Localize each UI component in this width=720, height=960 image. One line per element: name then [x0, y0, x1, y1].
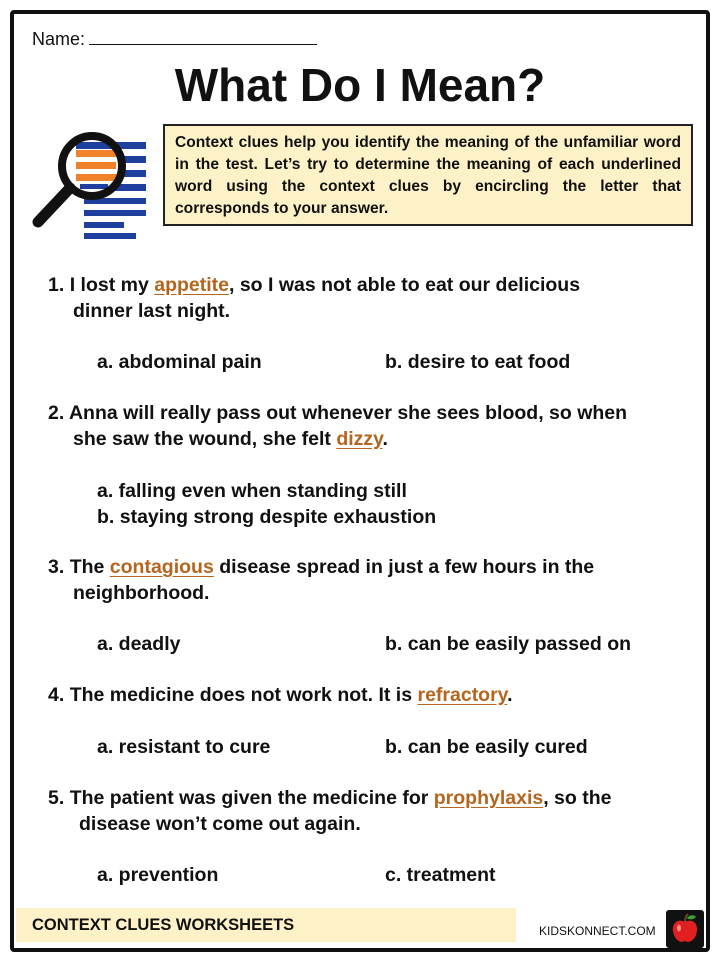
footer-label: CONTEXT CLUES WORKSHEETS — [32, 916, 295, 934]
page-title: What Do I Mean? — [174, 59, 546, 111]
question-text-line2: disease won’t come out again. — [79, 813, 361, 835]
keyword-appetite: appetite — [154, 274, 229, 296]
question-5 — [48, 785, 611, 837]
question-text: disease spread in just a few hours in the — [219, 556, 595, 578]
option-a[interactable]: a. falling even when standing still — [97, 480, 407, 502]
question-text: Anna will really pass out whenever she sees blood, so when — [68, 402, 628, 424]
question-1 — [48, 272, 580, 324]
option-a[interactable]: a. resistant to cure — [97, 736, 271, 758]
question-text: . — [382, 428, 388, 450]
question-number: 3. — [48, 556, 65, 578]
option-a[interactable]: a. abdominal pain — [97, 351, 262, 373]
option-c[interactable]: c. treatment — [385, 864, 496, 886]
question-text: The patient was given the medicine for — [69, 787, 429, 809]
question-text: The — [69, 556, 105, 578]
keyword-prophylaxis: prophylaxis — [433, 787, 544, 809]
question-text-line2: she saw the wound, she felt — [73, 428, 331, 450]
question-4 — [48, 682, 513, 708]
keyword-contagious: contagious — [109, 556, 214, 578]
name-blank-line[interactable] — [89, 30, 317, 45]
question-text: . — [507, 684, 513, 706]
question-text-line2: neighborhood. — [73, 582, 210, 604]
option-b[interactable]: b. desire to eat food — [385, 351, 571, 373]
question-2 — [48, 400, 627, 452]
apple-icon — [666, 910, 704, 948]
option-a[interactable]: a. deadly — [97, 633, 181, 655]
question-text: The medicine does not work not. It is — [69, 684, 413, 706]
option-b[interactable]: b. can be easily cured — [385, 736, 588, 758]
question-3 — [48, 554, 594, 606]
option-b[interactable]: b. can be easily passed on — [385, 633, 632, 655]
magnifier-icon — [30, 126, 155, 246]
question-text-line2: dinner last night. — [73, 300, 231, 322]
option-a[interactable]: a. prevention — [97, 864, 219, 886]
question-text: , so I was not able to eat our delicious — [228, 274, 581, 296]
option-b[interactable]: b. staying strong despite exhaustion — [97, 506, 437, 528]
question-number: 2. — [48, 402, 65, 424]
question-number: 5. — [48, 787, 65, 809]
instructions-box: Context clues help you identify the meaning of the unfamiliar word in the test. Let’s try to determine the meaning of each underlined word using the context clues by encircling the letter that corresponds to your answer. — [163, 124, 693, 226]
name-label: Name: — [32, 29, 86, 49]
keyword-dizzy: dizzy — [336, 428, 383, 450]
name-field — [32, 29, 317, 50]
keyword-refractory: refractory — [417, 684, 508, 706]
footer-site[interactable]: KIDSKONNECT.COM — [539, 924, 656, 938]
question-number: 4. — [48, 684, 65, 706]
question-text: I lost my — [69, 274, 149, 296]
question-number: 1. — [48, 274, 65, 296]
question-text: , so the — [543, 787, 612, 809]
